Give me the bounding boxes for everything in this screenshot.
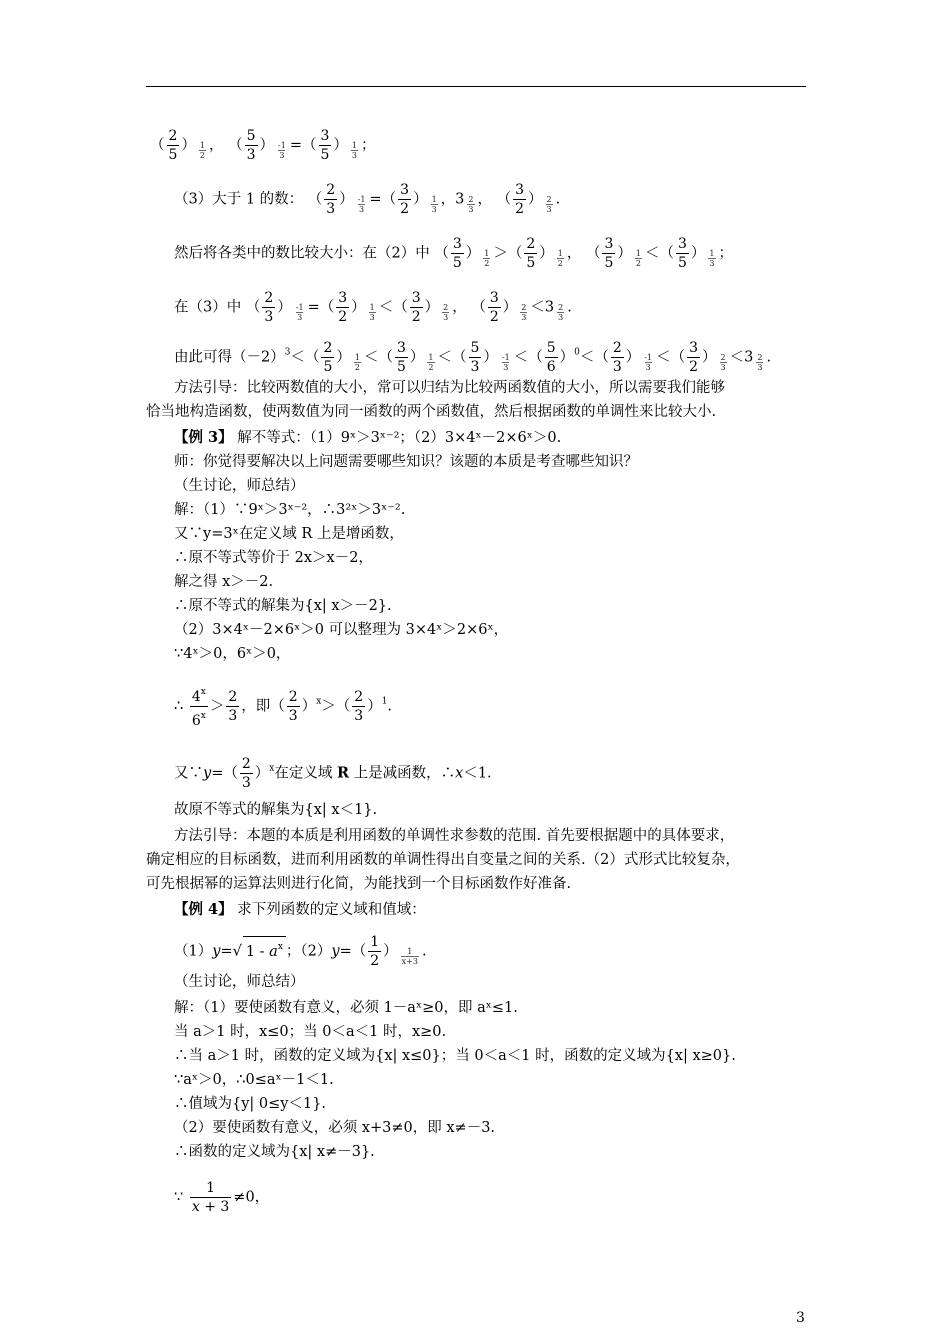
line-label: （3）大于 1 的数： bbox=[174, 191, 304, 208]
math-line-decreasing: 又∵y=（ $\frac{2}{3}$ ）$^x$在定义域 R 上是减函数，∴x＜1. bbox=[174, 756, 492, 791]
ex4-solution-2: 当 a＞1 时，x≤0；当 0＜a＜1 时，x≥0. bbox=[174, 1024, 447, 1040]
math-line-reciprocal: ∵ $\frac{1}{x + 3}$ ≠0， bbox=[174, 1180, 270, 1215]
method-guide-1b: 恰当地构造函数，使两数值为同一函数的两个函数值，然后根据函数的单调性来比较大小. bbox=[146, 404, 717, 420]
solution-line-2: 又∵y=3ˣ在定义域 R 上是增函数， bbox=[174, 526, 404, 542]
page-number: 3 bbox=[796, 1310, 805, 1326]
method-guide-2c: 可先根据幂的运算法则进行化简，为能找到一个目标函数作好准备. bbox=[146, 876, 572, 892]
method-guide-2b: 确定相应的目标函数，进而利用函数的单调性得出自变量之间的关系.（2）式形式比较复杂， bbox=[146, 852, 740, 868]
example-4-title: 【例 4】 bbox=[174, 901, 233, 918]
math-line-ratio: ∴ $\frac{4^x}{6^x}$ ＞ $\frac{2}{3}$ ，即（ $\frac{2}{3}$ ）$^x$＞（ $\frac{2}{3}$ ）$^1$. bbox=[174, 687, 393, 729]
ex4-solution-1: 解：（1）要使函数有意义，必须 1－aˣ≥0，即 aˣ≤1. bbox=[174, 1000, 518, 1016]
line-label: 在（3）中 bbox=[174, 299, 242, 316]
method-guide-1a: 方法引导：比较两数值的大小，常可以归结为比较两函数值的大小，所以需要我们能够 bbox=[174, 380, 725, 396]
teacher-question: 师：你觉得要解决以上问题需要哪些知识？该题的本质是考查哪些知识？ bbox=[174, 454, 638, 470]
example-4 bbox=[174, 900, 426, 920]
ex4-solution-5: ∴值域为{y| 0≤y＜1}. bbox=[174, 1096, 327, 1112]
solution-line-9: 故原不等式的解集为{x| x＜1}. bbox=[174, 802, 378, 818]
math-line-functions: （1）y=√ $1 - a^x$ ；（2）y=（ $\frac{1}{2}$ ） $\frac{1}{x+3}$ . bbox=[174, 934, 427, 969]
math-line-1: （ $\frac{2}{5}$ ） $\frac{1}{2}$ ， （ $\frac{5}{3}$ ） $\frac{-1}{3}$ =（ $\frac{3}{5}$ ） $\frac{1}{3}$ ； bbox=[150, 128, 376, 163]
example-3-title: 【例 3】 bbox=[174, 429, 233, 446]
example-3-body: 解不等式：（1）9ˣ＞3ˣ⁻²；（2）3×4ˣ－2×6ˣ＞0. bbox=[237, 430, 562, 446]
solution-line-4: 解之得 x＞－2. bbox=[174, 574, 274, 590]
header-rule bbox=[146, 86, 806, 87]
math-line-5: 由此可得$(-2)^3<$（ $\frac{2}{5}$ ） $\frac{1}{2}$ ＜（ $\frac{3}{5}$ ） $\frac{1}{2}$ ＜（ $\frac{5}{3}$ ） $\frac{-1}{3}$ ＜（ $\frac{5}{6}$ ）$^0$＜（ $\frac{2}{3}$ ） $\frac{-1}{3}$ ＜（ $\frac{3}{2}$ ） $\frac{2}{3}$ ＜3 $\frac{2}{3}$ . bbox=[174, 340, 772, 375]
ex4-solution-3: ∴当 a＞1 时，函数的定义域为{x| x≤0}；当 0＜a＜1 时，函数的定义域为{x| x≥0}. bbox=[174, 1048, 736, 1064]
semicolon: ； bbox=[361, 137, 376, 154]
solution-line-3: ∴原不等式等价于 2x＞x－2， bbox=[174, 550, 373, 566]
ex4-solution-6: （2）要使函数有意义，必须 x+3≠0，即 x≠－3. bbox=[174, 1120, 496, 1136]
solution-line-7: ∵4ˣ＞0，6ˣ＞0， bbox=[174, 646, 291, 662]
line-label: 由此可得（－2） bbox=[174, 349, 285, 366]
example-4-body: 求下列函数的定义域和值域： bbox=[237, 902, 426, 918]
line-label: 然后将各类中的数比较大小：在（2）中 bbox=[174, 245, 430, 262]
solution-line-6: （2）3×4ˣ－2×6ˣ＞0 可以整理为 3×4ˣ＞2×6ˣ， bbox=[174, 622, 509, 638]
ex4-solution-7: ∴函数的定义域为{x| x≠－3}. bbox=[174, 1144, 375, 1160]
discussion-note-1: （生讨论，师总结） bbox=[174, 478, 305, 494]
solution-line-5: ∴原不等式的解集为{x| x＞－2}. bbox=[174, 598, 392, 614]
solution-line-1: 解：（1）∵9ˣ＞3ˣ⁻²，∴3²ˣ＞3ˣ⁻². bbox=[174, 502, 406, 518]
ex4-solution-4: ∵aˣ＞0，∴0≤aˣ－1＜1. bbox=[174, 1072, 334, 1088]
math-line-2: （3）大于 1 的数： （ $\frac{2}{3}$ ） $\frac{-1}{3}$ =（ $\frac{3}{2}$ ） $\frac{1}{3}$ ，3 $\frac{2}{3}$ ， （ $\frac{3}{2}$ ） $\frac{2}{3}$ . bbox=[174, 182, 561, 217]
method-guide-2a: 方法引导：本题的本质是利用函数的单调性求参数的范围. 首先要根据题中的具体要求， bbox=[174, 828, 735, 844]
discussion-note-2: （生讨论，师总结） bbox=[174, 974, 305, 990]
example-3 bbox=[174, 428, 561, 448]
math-line-3: 然后将各类中的数比较大小：在（2）中 （ $\frac{3}{5}$ ） $\frac{1}{2}$ ＞（ $\frac{2}{5}$ ） $\frac{1}{2}$ ， （ $\frac{3}{5}$ ） $\frac{1}{2}$ ＜（ $\frac{3}{5}$ ） $\frac{1}{3}$ ； bbox=[174, 236, 734, 271]
math-line-4: 在（3）中 （ $\frac{2}{3}$ ） $\frac{-1}{3}$ =（ $\frac{3}{2}$ ） $\frac{1}{3}$ ＜（ $\frac{3}{2}$ ） $\frac{2}{3}$ ， （ $\frac{3}{2}$ ） $\frac{2}{3}$ ＜3 $\frac{2}{3}$ . bbox=[174, 290, 572, 325]
